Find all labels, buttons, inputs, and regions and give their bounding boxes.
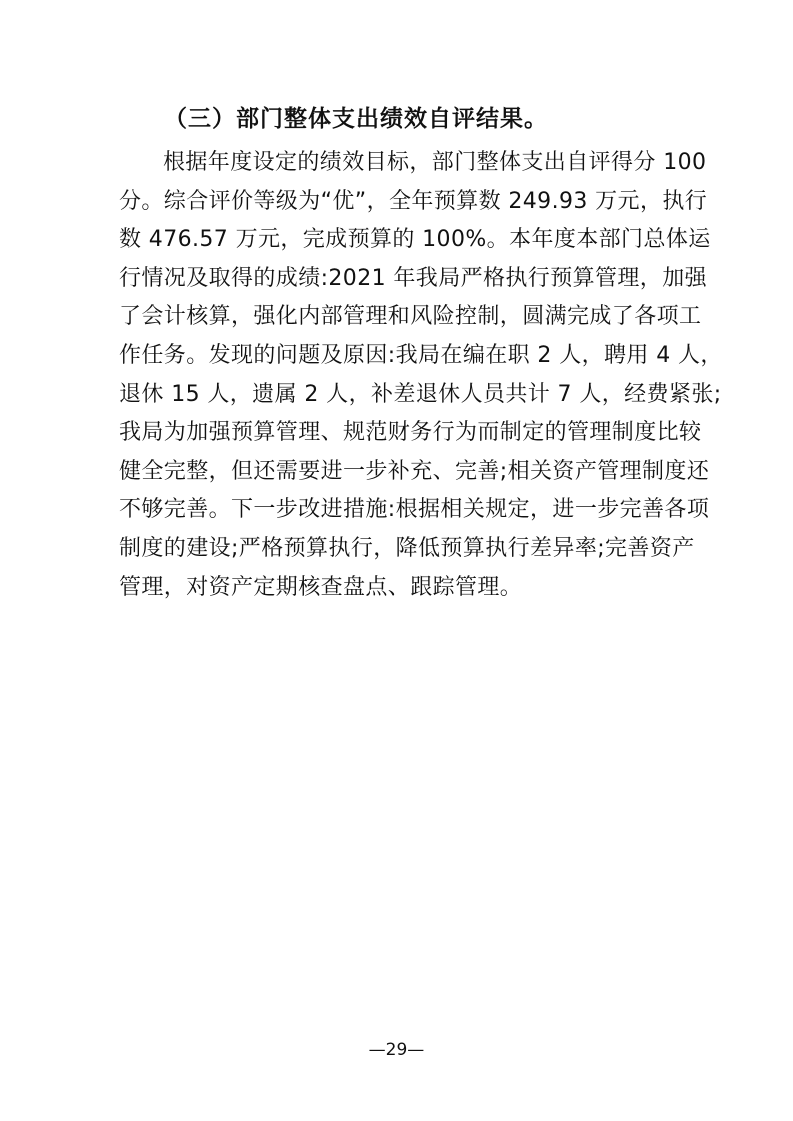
paragraph-line: 退休 15 人，遗属 2 人，补差退休人员共计 7 人，经费紧张; (119, 381, 722, 407)
section-heading: （三）部门整体支出绩效自评结果。 (164, 106, 548, 132)
body-paragraph (119, 144, 723, 607)
page-number: —29— (368, 1040, 425, 1060)
paragraph-line: 了会计核算，强化内部管理和风险控制，圆满完成了各项工 (119, 304, 702, 330)
paragraph-line: 根据年度设定的绩效目标，部门整体支出自评得分 100 (163, 150, 707, 175)
paragraph-line: 健全完整，但还需要进一步补充、完善;相关资产管理制度还 (119, 458, 710, 484)
paragraph-line: 我局为加强预算管理、规范财务行为而制定的管理制度比较 (119, 420, 702, 446)
paragraph-line: 管理，对资产定期核查盘点、跟踪管理。 (119, 574, 523, 600)
paragraph-line: 制度的建设;严格预算执行，降低预算执行差异率;完善资产 (119, 535, 695, 561)
paragraph-line: 作任务。发现的问题及原因:我局在编在职 2 人，聘用 4 人， (119, 342, 723, 368)
paragraph-line: 分。综合评价等级为“优”，全年预算数 249.93 万元，执行 (119, 188, 708, 214)
paragraph-line: 行情况及取得的成绩:2021 年我局严格执行预算管理，加强 (119, 265, 707, 291)
paragraph-line: 不够完善。下一步改进措施:根据相关规定，进一步完善各项 (119, 497, 710, 523)
paragraph-line: 数 476.57 万元，完成预算的 100%。本年度本部门总体运 (119, 227, 711, 253)
